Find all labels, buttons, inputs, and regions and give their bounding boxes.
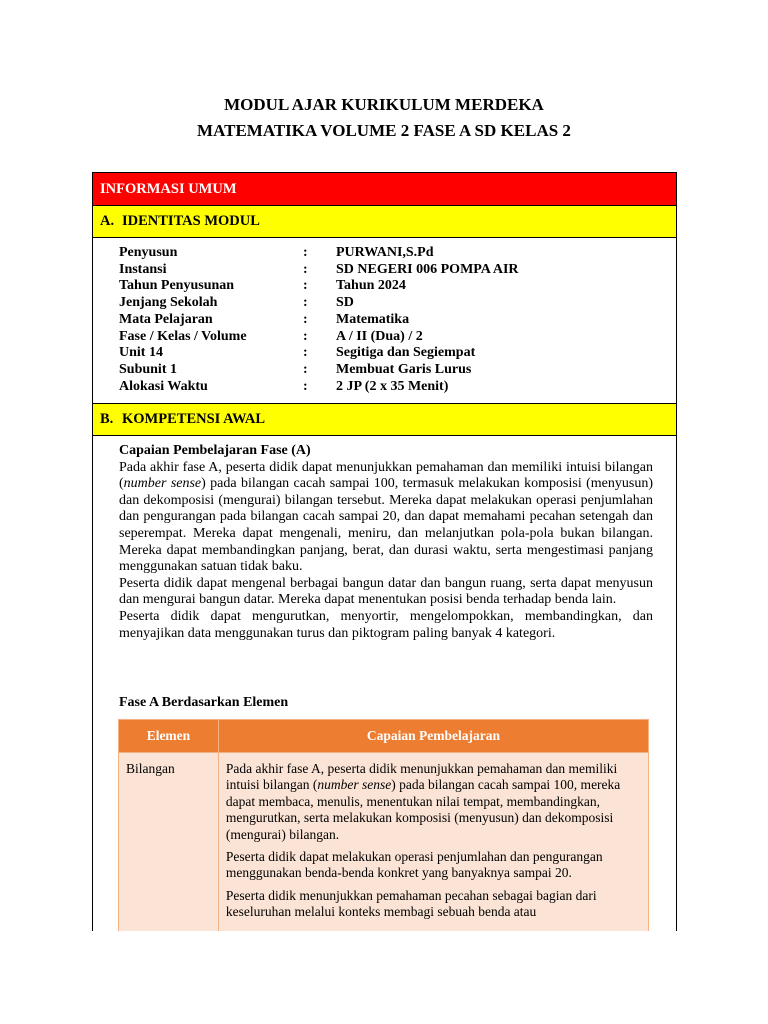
capaian-cell-paragraph: Peserta didik dapat melakukan operasi penjumlahan dan pengurangan menggunakan benda-benda konkret yang banyaknya sampai 20. <box>225 849 603 881</box>
identity-key: Penyusun <box>119 245 178 260</box>
competency-section <box>119 443 653 642</box>
capaian-heading: Capaian Pembelajaran Fase (A) <box>119 443 311 458</box>
document-title-line-1: MODUL AJAR KURIKULUM MERDEKA <box>224 95 544 114</box>
elemen-heading: Fase A Berdasarkan Elemen <box>119 695 289 710</box>
identity-value: Membuat Garis Lurus <box>336 361 472 377</box>
module-frame <box>92 172 677 931</box>
number-sense-term: number sense <box>123 476 202 492</box>
identity-key: Jenjang Sekolah <box>119 295 218 311</box>
identity-value: A / II (Dua) / 2 <box>336 328 423 344</box>
table-row <box>119 753 649 932</box>
identity-colon: : <box>303 295 308 311</box>
identitas-modul-header <box>93 206 676 238</box>
table-header-row <box>119 720 649 753</box>
identity-colon: : <box>303 345 308 361</box>
column-header-elemen: Elemen <box>119 720 219 753</box>
identity-colon: : <box>303 245 308 260</box>
identity-colon: : <box>303 328 308 344</box>
document-title-line-2: MATEMATIKA VOLUME 2 FASE A SD KELAS 2 <box>197 121 571 140</box>
identity-value: SD <box>336 295 354 311</box>
identity-value: PURWANI,S.Pd <box>336 245 434 260</box>
number-sense-term: number sense <box>317 777 392 793</box>
identity-colon: : <box>303 378 308 394</box>
identity-key: Alokasi Waktu <box>119 378 208 394</box>
capaian-elemen-table <box>118 719 649 931</box>
capaian-paragraph-2: Peserta didik dapat mengenal berbagai bangun datar dan bangun ruang, serta dapat menyusun dan mengurai bangun datar. Mereka dapat menentukan posisi benda terhadap benda lain. <box>119 575 653 608</box>
capaian-paragraph-3: Peserta didik dapat mengurutkan, menyortir, mengelompokkan, membandingkan, dan menyajikan data menggunakan turus dan piktogram paling banyak 4 kategori. <box>119 608 653 641</box>
identity-colon: : <box>303 261 308 277</box>
identity-key: Instansi <box>119 261 167 277</box>
identity-key: Subunit 1 <box>119 361 177 377</box>
section-b-letter: B. <box>100 411 114 427</box>
identity-colon: : <box>303 311 308 327</box>
identity-value: Segitiga dan Segiempat <box>336 345 476 361</box>
elemen-heading-wrap <box>119 695 653 712</box>
identity-key: Mata Pelajaran <box>119 311 213 327</box>
identity-value: Tahun 2024 <box>336 278 406 294</box>
identity-key: Tahun Penyusunan <box>119 278 235 294</box>
kompetensi-awal-header <box>93 404 676 436</box>
identity-key: Unit 14 <box>119 345 163 361</box>
capaian-cell-paragraph: Peserta didik menunjukkan pemahaman pecahan sebagai bagian dari keseluruhan melalui konteks membagi sebuah benda atau <box>225 887 597 920</box>
informasi-umum-header <box>93 173 676 206</box>
capaian-cell <box>218 753 648 932</box>
section-a-title: IDENTITAS MODUL <box>122 213 260 229</box>
capaian-cell-paragraph: Pada akhir fase A, peserta didik menunjukkan pemahaman dan memiliki intuisi bilangan (number sense) pada bilangan cacah sampai 100, mereka dapat membaca, menulis, menentukan nilai tempat, membandingkan, mengurutkan, serta melakukan komposisi (menyusun) dan dekomposisi (mengurai) bilangan. <box>225 761 621 842</box>
elemen-cell: Bilangan <box>119 753 219 932</box>
section-b-title: KOMPETENSI AWAL <box>122 411 266 427</box>
identity-colon: : <box>303 361 308 377</box>
identity-value: 2 JP (2 x 35 Menit) <box>336 378 449 394</box>
capaian-paragraph-1: Pada akhir fase A, peserta didik dapat menunjukkan pemahaman dan memiliki intuisi bilangan (number sense) pada bilangan cacah sampai 100, termasuk melakukan komposisi (menyusun) dan dekomposisi (mengurai) bilangan tersebut. Mereka dapat melakukan operasi penjumlahan dan pengurangan pada bilangan cacah sampai 20, dan dapat memahami pecahan setengah dan seperempat. Mereka dapat mengenali, meniru, dan melanjutkan pola-pola bukan bilangan. Mereka dapat membandingkan panjang, berat, dan durasi waktu, serta mengestimasi panjang menggunakan satuan tidak baku. <box>119 459 653 575</box>
identity-key: Fase / Kelas / Volume <box>119 328 247 344</box>
identity-colon: : <box>303 278 308 294</box>
identity-value: SD NEGERI 006 POMPA AIR <box>336 261 519 277</box>
identity-value: Matematika <box>336 311 410 327</box>
informasi-umum-label: INFORMASI UMUM <box>100 180 237 197</box>
section-a-letter: A. <box>100 213 115 229</box>
column-header-capaian: Capaian Pembelajaran <box>218 720 648 753</box>
